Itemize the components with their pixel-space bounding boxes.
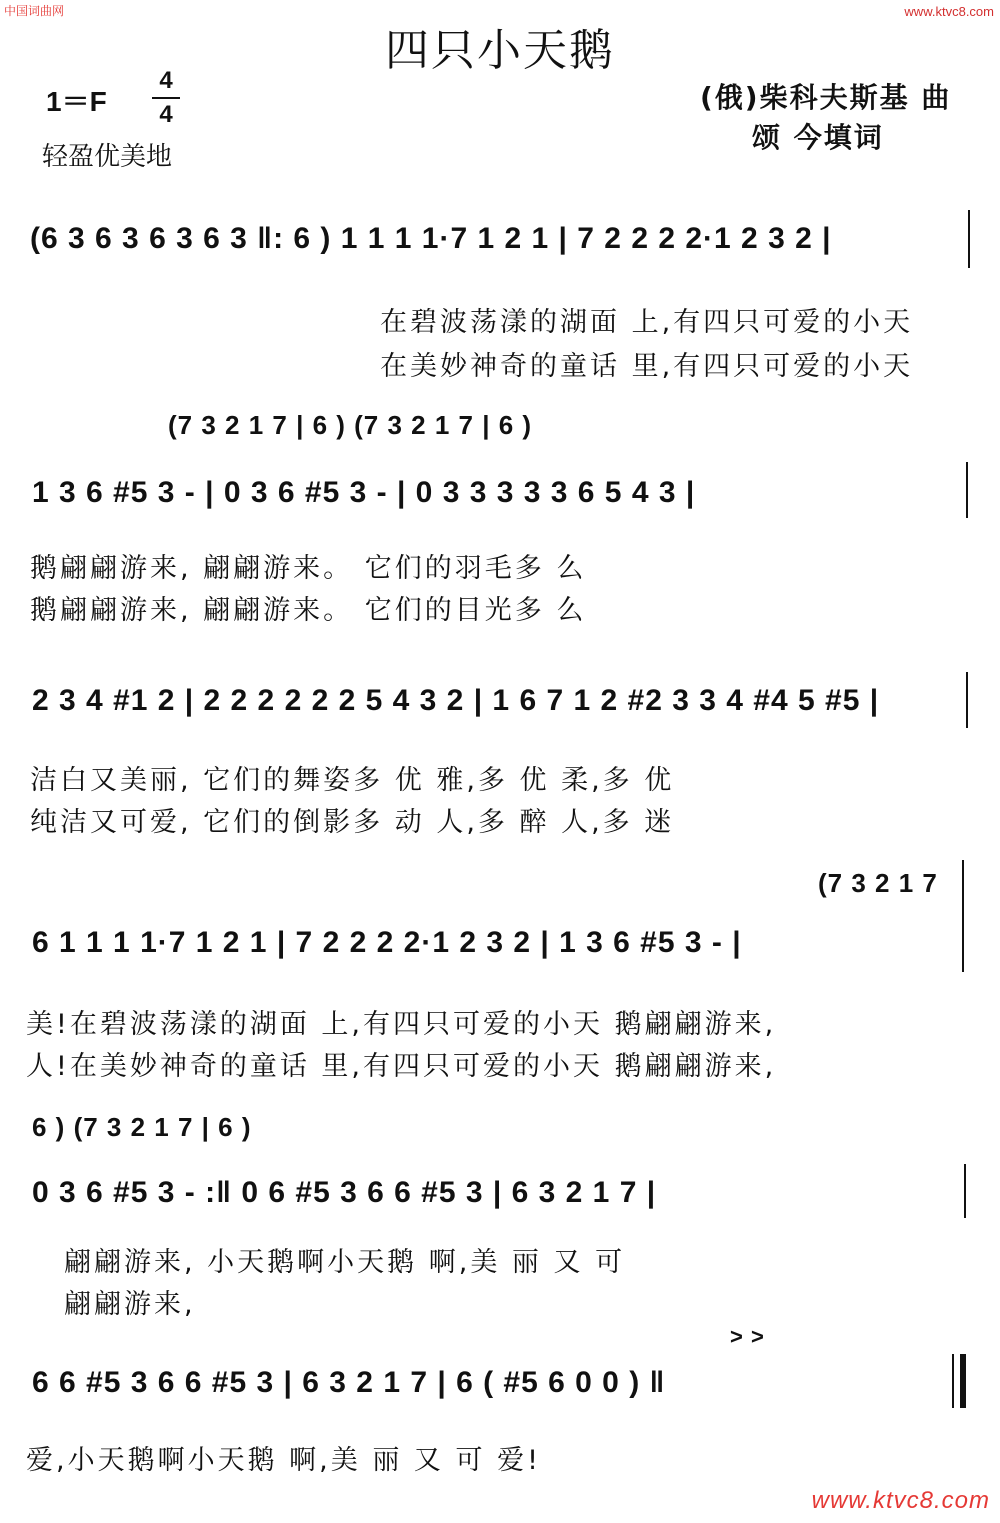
site-watermark-right: www.ktvc8.com [904,4,994,19]
song-title: 四只小天鹅 [385,25,615,76]
notation-line-4: 6 1 1 1 1·7 1 2 1 | 7 2 2 2 2·1 2 3 2 | 1 3 6 #5 3 - | [32,926,742,959]
lyric-line-4-verse-1: 美!在碧波荡漾的湖面 上,有四只可爱的小天 鹅翩翩游来, [26,1009,777,1040]
key-signature: 1＝F [46,86,107,117]
barline [964,1164,966,1218]
final-barline-thick [960,1354,966,1408]
notation-line-6: 6 6 #5 3 6 6 #5 3 | 6 3 2 1 7 | 6 ( #5 6 0 0 ) ‖ [32,1366,666,1399]
final-barline-thin [952,1354,954,1408]
lyric-line-6: 爱,小天鹅啊小天鹅 啊,美 丽 又 可 爱! [26,1445,541,1476]
lyricist-credit: 颂 今填词 [752,121,884,154]
barline [968,210,970,268]
time-signature-top: 4 [159,67,173,94]
lyric-line-5-verse-1: 翩翩游来, 小天鹅啊小天鹅 啊,美 丽 又 可 [64,1247,626,1278]
lyric-line-1-verse-2: 在美妙神奇的童话 里,有四只可爱的小天 [380,351,914,382]
notation-line-1: (6 3 6 3 6 3 6 3 ‖: 6 ) 1 1 1 1·7 1 2 1 | 7 2 2 2 2·1 2 3 2 | [30,222,832,255]
barline [966,672,968,728]
cue-notes-line-5: 6 ) (7 3 2 1 7 | 6 ) [32,1112,252,1142]
time-signature [148,66,184,130]
lyric-line-2-verse-1: 鹅翩翩游来, 翩翩游来。 它们的羽毛多 么 [30,553,587,584]
composer-credit: (俄)柴科夫斯基 曲 [700,81,952,114]
lyric-line-4-verse-2: 人!在美妙神奇的童话 里,有四只可爱的小天 鹅翩翩游来, [26,1051,777,1082]
time-signature-bottom: 4 [159,101,173,128]
cue-notes-line-4: (7 3 2 1 7 [818,868,938,898]
lyric-line-1-verse-1: 在碧波荡漾的湖面 上,有四只可爱的小天 [380,307,914,338]
lyric-line-3-verse-1: 洁白又美丽, 它们的舞姿多 优 雅,多 优 柔,多 优 [30,765,675,796]
site-watermark-bottom: www.ktvc8.com [811,1487,990,1514]
site-watermark-left: 中国词曲网 [4,4,65,18]
barline [962,860,964,972]
barline [966,462,968,518]
notation-line-3: 2 3 4 #1 2 | 2 2 2 2 2 2 5 4 3 2 | 1 6 7 1 2 #2 3 3 4 #4 5 #5 | [32,684,880,717]
accent-marks: > > [730,1324,765,1349]
lyric-line-2-verse-2: 鹅翩翩游来, 翩翩游来。 它们的目光多 么 [30,595,587,626]
lyric-line-5-verse-2: 翩翩游来, [64,1289,196,1320]
cue-notes-line-2: (7 3 2 1 7 | 6 ) (7 3 2 1 7 | 6 ) [168,410,533,440]
time-signature-line [152,97,180,99]
lyric-line-3-verse-2: 纯洁又可爱, 它们的倒影多 动 人,多 醉 人,多 迷 [30,807,675,838]
tempo-marking: 轻盈优美地 [42,142,173,172]
notation-line-2: 1 3 6 #5 3 - | 0 3 6 #5 3 - | 0 3 3 3 3 3 6 5 4 3 | [32,476,696,509]
notation-line-5: 0 3 6 #5 3 - :‖ 0 6 #5 3 6 6 #5 3 | 6 3 2 1 7 | [32,1176,657,1209]
